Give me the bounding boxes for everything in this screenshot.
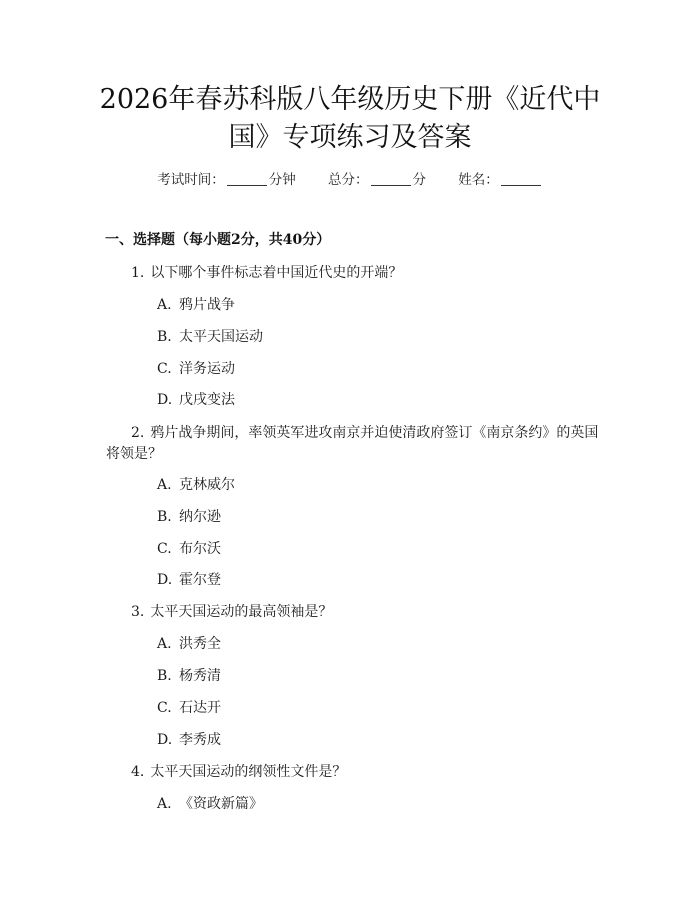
question-text: 太平天国运动的纲领性文件是？	[150, 764, 347, 780]
question-2-option-d	[157, 569, 221, 589]
option-text: 李秀成	[179, 732, 221, 748]
option-letter: A.	[157, 297, 172, 313]
question-2-option-c	[157, 538, 221, 558]
total-score-label: 总分：	[328, 172, 369, 188]
option-text: 太平天国运动	[179, 329, 263, 345]
option-text: 戊戌变法	[179, 392, 235, 408]
question-number: 4.	[131, 764, 145, 780]
option-letter: D.	[157, 732, 173, 748]
question-4	[131, 761, 346, 781]
option-text: 克林威尔	[179, 477, 235, 493]
question-3-option-d	[157, 729, 221, 749]
option-letter: A.	[157, 796, 172, 812]
option-text: 鸦片战争	[179, 297, 235, 313]
question-1-option-b	[157, 326, 263, 346]
option-text: 《资政新篇》	[179, 796, 263, 812]
section-heading: 一、选择题（每小题2分，共40分）	[105, 232, 331, 248]
student-name-field	[458, 168, 543, 188]
question-3-option-c	[157, 697, 221, 717]
option-text: 纳尔逊	[179, 509, 221, 525]
question-text: 太平天国运动的最高领袖是？	[150, 604, 333, 620]
question-text: 以下哪个事件标志着中国近代史的开端？	[150, 265, 403, 281]
option-letter: B.	[157, 668, 172, 684]
exam-time-label: 考试时间：	[157, 172, 225, 188]
option-letter: B.	[157, 329, 172, 345]
option-text: 石达开	[179, 700, 221, 716]
option-text: 布尔沃	[179, 541, 221, 557]
question-text: 鸦片战争期间，率领英军进攻南京并迫使清政府签订《南京条约》的英国	[150, 425, 599, 441]
option-text: 洪秀全	[179, 636, 221, 652]
total-score-unit: 分	[412, 172, 426, 188]
exam-info-row	[0, 168, 700, 188]
question-1-option-d	[157, 389, 235, 409]
question-1	[131, 262, 402, 282]
question-1-option-c	[157, 358, 235, 378]
exam-time-field	[157, 168, 296, 188]
question-number: 3.	[131, 604, 145, 620]
total-score-blank	[371, 171, 411, 186]
option-letter: A.	[157, 636, 172, 652]
option-text: 杨秀清	[179, 668, 221, 684]
option-letter: D.	[157, 572, 173, 588]
question-number: 1.	[131, 265, 145, 281]
option-text: 洋务运动	[179, 361, 235, 377]
question-3-option-a	[157, 633, 221, 653]
question-2-option-a	[157, 474, 235, 494]
total-score-field	[328, 168, 426, 188]
question-2-continued: 将领是？	[106, 446, 162, 462]
option-letter: B.	[157, 509, 172, 525]
student-name-label: 姓名：	[458, 172, 499, 188]
document-title-line-1: 2026年春苏科版八年级历史下册《近代中	[99, 84, 601, 115]
question-4-option-a	[157, 793, 263, 813]
question-3-option-b	[157, 665, 221, 685]
question-1-option-a	[157, 294, 235, 314]
document-title-line-2: 国》专项练习及答案	[228, 122, 472, 153]
question-3	[131, 601, 332, 621]
student-name-blank	[501, 171, 541, 186]
option-letter: D.	[157, 392, 173, 408]
question-2-option-b	[157, 506, 221, 526]
question-2	[131, 422, 598, 442]
question-number: 2.	[131, 425, 145, 441]
option-text: 霍尔登	[179, 572, 221, 588]
option-letter: A.	[157, 477, 172, 493]
exam-time-unit: 分钟	[268, 172, 296, 188]
exam-time-blank	[227, 171, 267, 186]
option-letter: C.	[157, 700, 172, 716]
option-letter: C.	[157, 361, 172, 377]
option-letter: C.	[157, 541, 172, 557]
